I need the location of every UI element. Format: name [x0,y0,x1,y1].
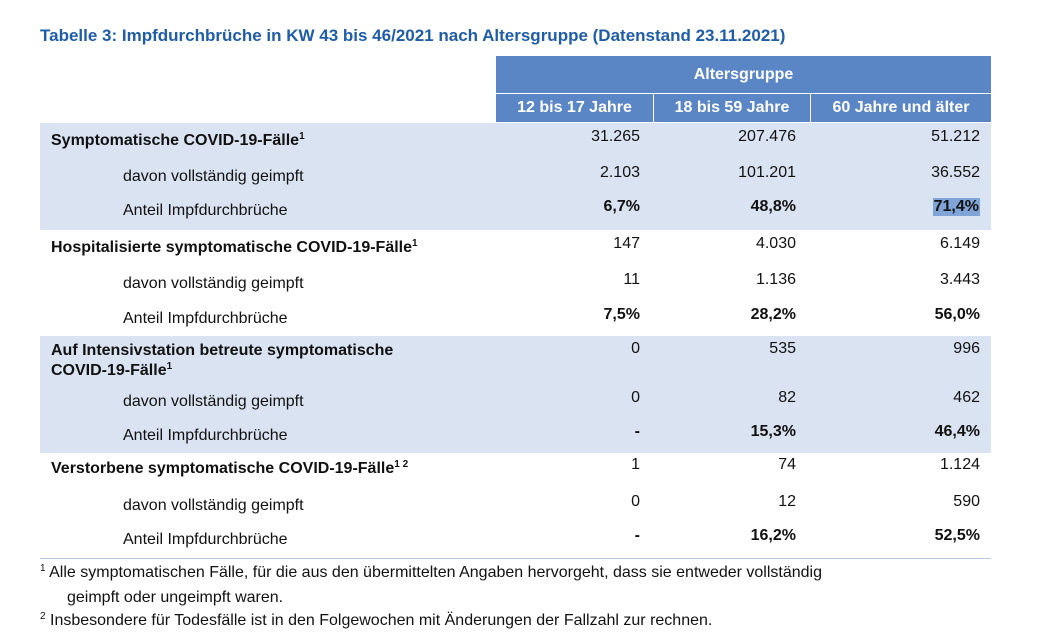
row-label: davon vollständig geimpft [123,393,304,410]
cell-value: 82 [778,389,796,406]
header-altersgruppe [496,56,991,93]
footnote-mark: 1 [299,131,305,142]
column-header-12-17: 12 bis 17 Jahre [517,99,632,116]
row-label-line2: COVID-19-Fälle$^1$ [51,361,173,379]
cell-value: 101.201 [738,164,796,181]
cell-value: 16,2% [750,527,796,544]
cell-value: 207.476 [738,128,796,145]
table-row [40,338,991,384]
table-row [40,128,991,154]
cell-value: 56,0% [934,306,980,323]
cell-value: 6,7% [603,198,640,215]
footnote-mark: 1 [412,238,418,249]
cell-value: - [634,423,640,440]
footnote-text: Insbesondere für Todesfälle ist in den Folgewochen mit Änderungen der Fallzahl zur rechnen. [50,612,713,629]
cell-value: 1.124 [939,456,980,473]
footnote-1 [40,564,822,582]
row-label: Hospitalisierte symptomatische COVID-19-Fälle$^1$ [51,238,418,256]
cell-value: 31.265 [591,128,640,145]
cell-value: 7,5% [603,306,640,323]
cell-value: 74 [778,456,796,473]
cell-value: 1.136 [755,271,796,288]
table-title: Tabelle 3: Impfdurchbrüche in KW 43 bis 46/2021 nach Altersgruppe (Datenstand 23.11.2021) [40,26,786,45]
group-deceased [40,453,991,558]
group-hospitalized [40,230,991,336]
footnote-2 [40,612,712,630]
row-label: Anteil Impfdurchbrüche [123,427,288,444]
cell-value: 0 [631,389,640,406]
cell-value-highlighted: 71,4% [933,198,979,215]
cell-value: 52,5% [934,527,980,544]
footnote-mark: 1 [40,563,46,574]
table-row [40,306,991,332]
footnote-mark: 2 [40,611,46,622]
cell-value: 15,3% [750,423,796,440]
row-label: Anteil Impfdurchbrüche [123,310,288,327]
cell-value: 147 [613,235,640,252]
table-bottom-rule [40,558,991,559]
cell-value: 4.030 [755,235,796,252]
row-label: Anteil Impfdurchbrüche [123,202,288,219]
cell-value: 36.552 [931,164,980,181]
footnote-mark: 1 2 [394,459,409,470]
cell-value: 535 [769,340,796,357]
cell-value: 2.103 [599,164,640,181]
table-row [40,493,991,519]
group-intensive-care [40,336,991,453]
cell-value: 11 [623,271,640,288]
table-row [40,456,991,482]
cell-value: 0 [631,340,640,357]
table-row [40,164,991,190]
header-columns [496,94,991,122]
row-label: Symptomatische COVID-19-Fälle$^1$ [51,131,305,149]
cell-value: 3.443 [939,271,980,288]
group-symptomatic [40,123,991,230]
table-row [40,198,991,224]
row-label: Auf Intensivstation betreute symptomatische [51,342,394,359]
footnote-mark: 1 [166,361,173,372]
table-row [40,235,991,261]
table-row [40,271,991,297]
column-header-60-plus: 60 Jahre und älter [810,94,991,122]
cell-value: 48,8% [750,198,796,215]
cell-value: 1 [631,456,640,473]
table-row [40,527,991,553]
footnote-1-continued [67,589,283,607]
cell-value: - [634,527,640,544]
cell-value: 6.149 [939,235,980,252]
cell-value: 996 [953,340,980,357]
cell-value: 28,2% [750,306,796,323]
cell-value: 590 [953,493,980,510]
cell-value: 0 [631,493,640,510]
table-row [40,389,991,415]
table-row [40,423,991,449]
footnote-text: geimpft oder ungeimpft waren. [67,589,284,606]
column-header-18-59: 18 bis 59 Jahre [653,94,810,122]
row-label: Verstorbene symptomatische COVID-19-Fälle$^{1 2}$ [51,459,409,477]
row-label: davon vollständig geimpft [123,275,304,292]
row-label: davon vollständig geimpft [123,497,304,514]
cell-value: 46,4% [934,423,980,440]
row-label: davon vollständig geimpft [123,168,304,185]
footnote-text: Alle symptomatischen Fälle, für die aus den übermittelten Angaben hervorgeht, dass sie entweder vollständig [49,564,823,581]
row-label: Anteil Impfdurchbrüche [123,531,288,548]
header-group-label: Altersgruppe [693,65,794,83]
cell-value: 12 [778,493,796,510]
cell-value: 462 [953,389,980,406]
cell-value: 51.212 [931,128,980,145]
